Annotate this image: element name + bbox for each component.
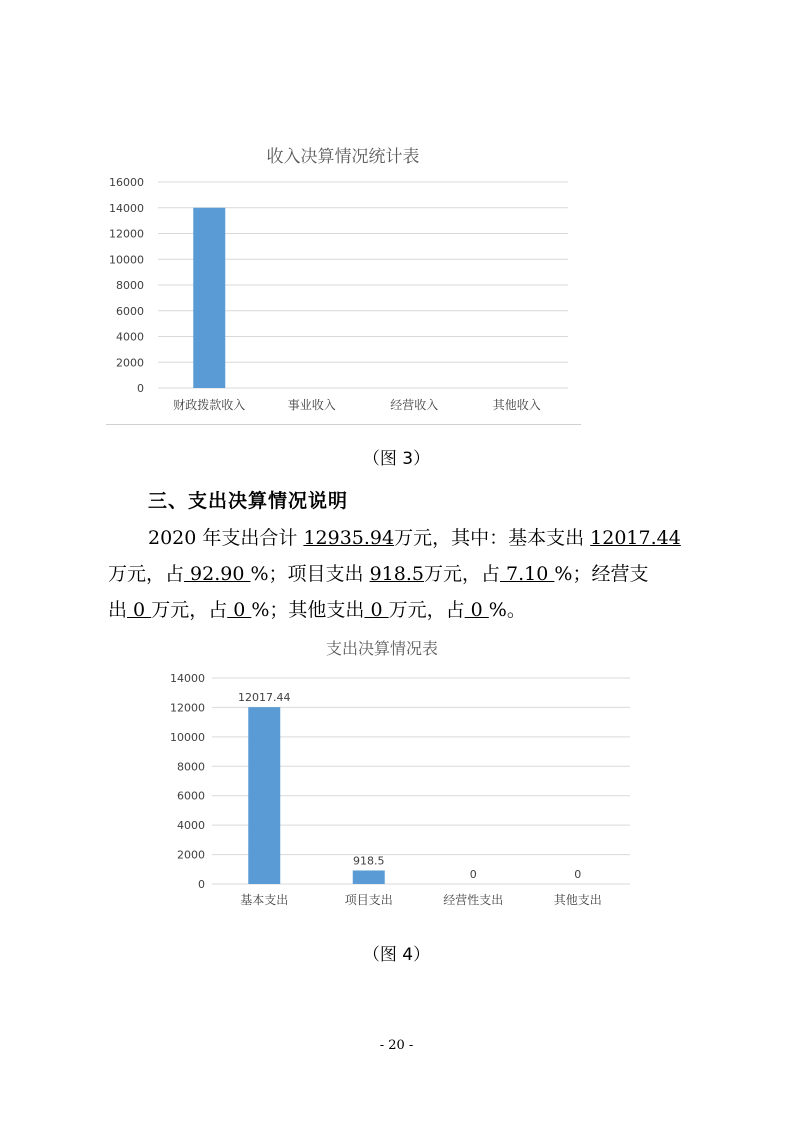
y-tick-label: 14000 <box>109 201 144 215</box>
y-tick-label: 2000 <box>177 848 205 862</box>
y-tick-label: 14000 <box>170 672 205 685</box>
y-tick-label: 8000 <box>116 279 144 292</box>
expenditure-paragraph <box>108 520 698 628</box>
x-category-label: 基本支出 <box>240 893 289 907</box>
operating-expenditure-percent: 0 <box>227 599 252 621</box>
text-segment: %；经营支 <box>554 563 649 585</box>
income-chart <box>106 128 581 424</box>
text-segment: 万元，占 <box>151 599 228 621</box>
y-tick-label: 12000 <box>109 227 144 241</box>
x-category-label: 经营性支出 <box>443 893 504 907</box>
chart-title: 收入决算情况统计表 <box>266 147 420 167</box>
income-chart-svg <box>106 128 581 424</box>
y-tick-label: 0 <box>137 382 144 395</box>
project-expenditure-percent: 7.10 <box>500 563 555 585</box>
expenditure-chart-svg <box>160 632 640 920</box>
y-tick-label: 12000 <box>170 701 205 715</box>
bar-项目支出 <box>353 870 385 884</box>
text-segment: %；项目支出 <box>250 563 370 585</box>
x-category-label: 其他收入 <box>492 398 541 412</box>
y-tick-label: 8000 <box>177 760 205 774</box>
y-tick-label: 6000 <box>177 789 205 803</box>
text-segment: 万元，占 <box>388 599 465 621</box>
text-segment: %。 <box>488 599 526 621</box>
text-segment: 万元，占 <box>108 563 185 585</box>
other-expenditure-percent: 0 <box>464 599 489 621</box>
chart-title: 支出决算情况表 <box>325 639 439 658</box>
data-label: 0 <box>574 868 582 881</box>
text-segment: 万元，占 <box>424 563 501 585</box>
figure-4-caption: （图 4） <box>362 945 431 965</box>
y-tick-label: 0 <box>198 878 205 891</box>
paragraph-line-3 <box>108 592 698 628</box>
text-segment: 2020 年支出合计 <box>148 527 304 549</box>
x-category-label: 其他支出 <box>553 893 602 907</box>
y-tick-label: 16000 <box>109 176 144 189</box>
y-tick-label: 2000 <box>116 356 144 370</box>
y-tick-label: 10000 <box>109 253 144 267</box>
data-label: 0 <box>469 868 477 881</box>
bar-财政拨款收入 <box>193 208 225 388</box>
y-tick-label: 4000 <box>116 330 144 344</box>
y-tick-label: 6000 <box>116 304 144 318</box>
project-expenditure-value: 918.5 <box>369 563 424 585</box>
data-label: 12017.44 <box>238 691 291 705</box>
x-category-label: 经营收入 <box>390 398 439 412</box>
text-segment: 出 <box>108 599 128 621</box>
chart1-bottom-border <box>106 424 581 425</box>
section-heading: 三、支出决算情况说明 <box>148 490 349 512</box>
paragraph-line-2 <box>108 556 698 592</box>
operating-expenditure-value: 0 <box>127 599 152 621</box>
x-category-label: 项目支出 <box>344 893 393 907</box>
x-category-label: 财政拨款收入 <box>173 398 246 412</box>
basic-expenditure-percent: 92.90 <box>184 563 251 585</box>
data-label: 918.5 <box>353 854 385 868</box>
x-category-label: 事业收入 <box>287 398 336 412</box>
total-expenditure-value: 12935.94 <box>303 527 395 549</box>
text-segment: %；其他支出 <box>251 599 365 621</box>
bar-基本支出 <box>248 707 280 884</box>
text-segment: 万元，其中：基本支出 <box>394 527 591 549</box>
y-tick-label: 4000 <box>177 819 205 833</box>
y-tick-label: 10000 <box>170 730 205 744</box>
page-number: - 20 - <box>379 1038 414 1053</box>
paragraph-line-1 <box>108 520 698 556</box>
expenditure-chart <box>160 632 640 920</box>
other-expenditure-value: 0 <box>364 599 389 621</box>
basic-expenditure-value: 12017.44 <box>590 527 681 549</box>
figure-3-caption: （图 3） <box>362 449 431 469</box>
